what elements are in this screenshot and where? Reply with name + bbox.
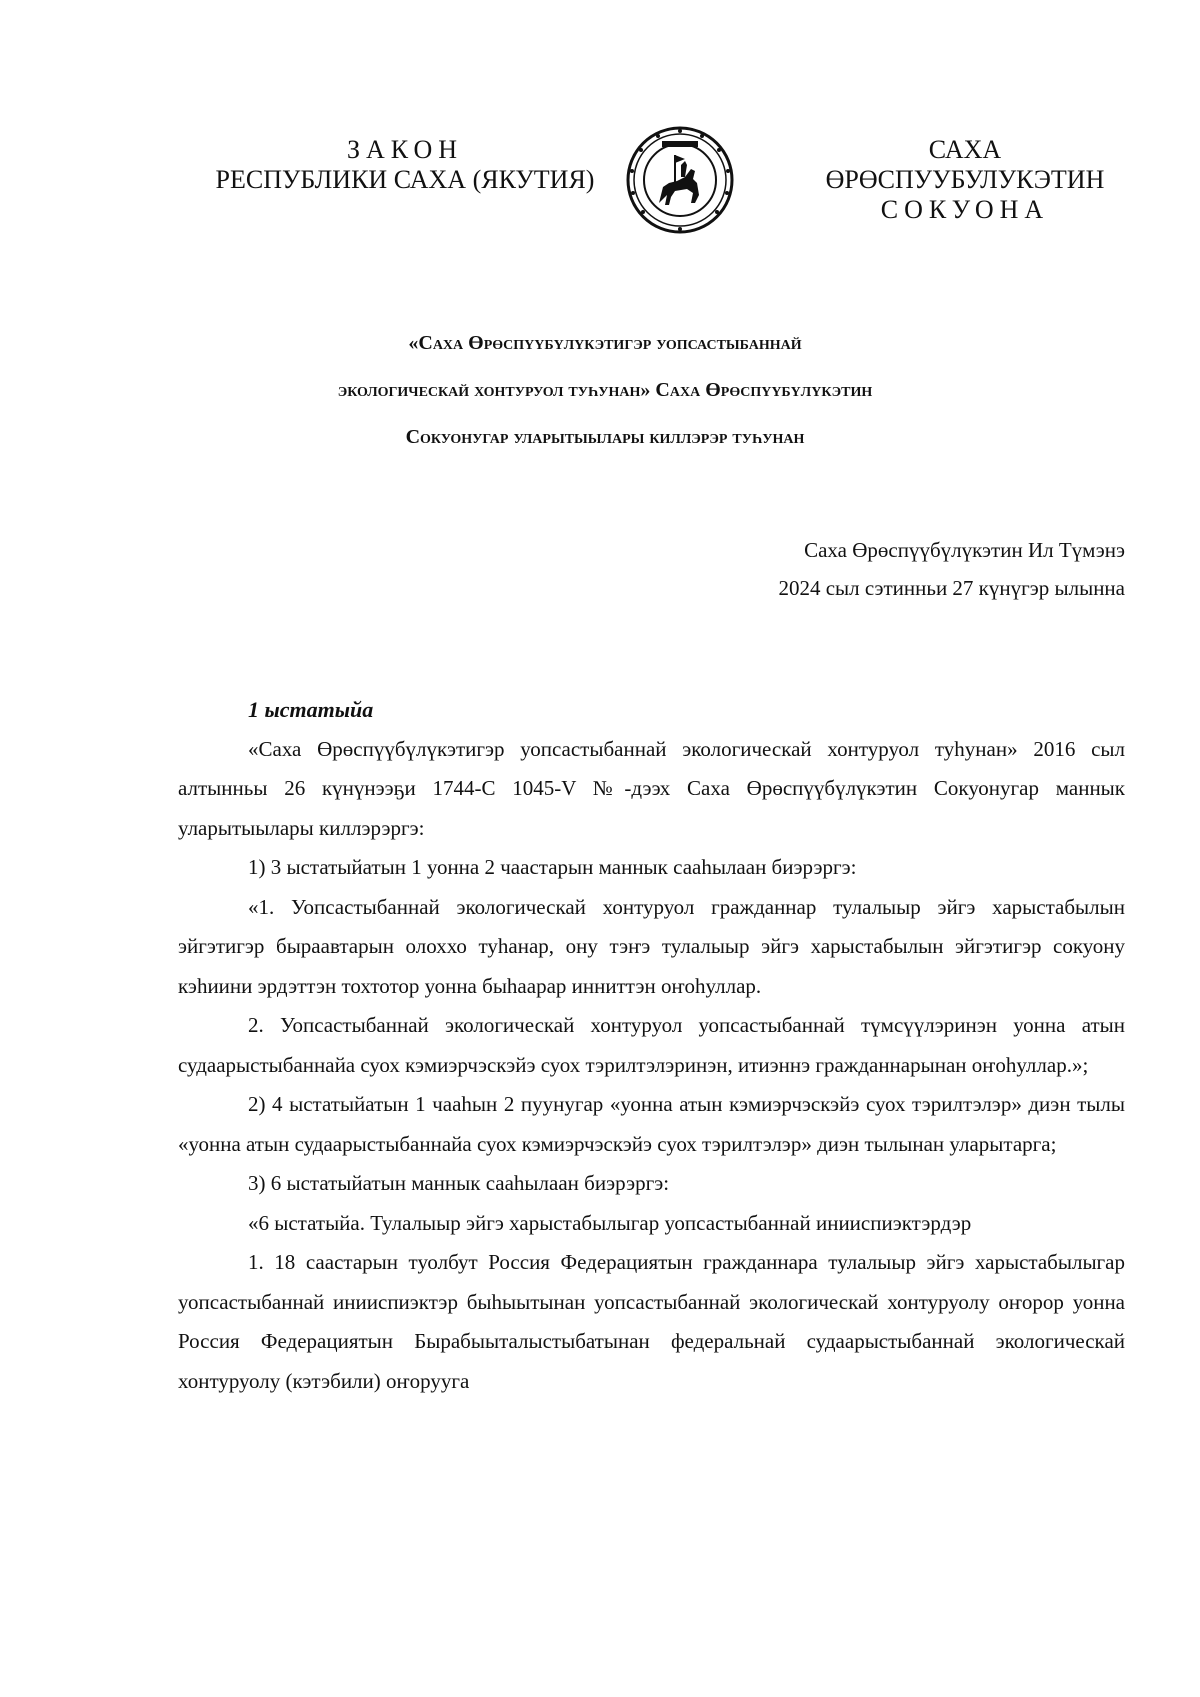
title-line-1: «Саха Өрөспүүбүлүкэтигэр уопсастыбаннай	[408, 332, 802, 354]
paragraph: «1. Уопсастыбаннай экологическай хонтуруол гражданнар тулалыыр эйгэ харыстабылын эйгэтигэр быраавтарын олоххо туһанар, ону тэҥэ тулалыыр эйгэ харыстабылын эйгэтигэр сокуону кэһиини эрдэттэн тохтотор уонна быһаарар инниттэн оҥоһуллар.	[178, 894, 1125, 998]
paragraph: 3) 6 ыстатыйатын маннык сааһылаан биэрэргэ:	[248, 1171, 670, 1195]
document-body	[178, 690, 1125, 1401]
paragraph: 2) 4 ыстатыйатын 1 чааһын 2 пуунугар «уонна атын кэмиэрчэскэйэ суох тэрилтэлэр» диэн тылы «уонна атын судаарыстыбаннайа суох кэмиэрчэскэйэ суох тэрилтэлэр» диэн тылынан уларытарга;	[178, 1092, 1125, 1156]
adoption-block	[778, 531, 1125, 607]
document-title	[150, 320, 1060, 461]
coat-of-arms-emblem-icon	[625, 125, 735, 235]
article-heading: 1 ыстатыйа	[248, 697, 374, 722]
title-line-2: экологическай хонтуруол туһунан» Саха Өрөспүүбүлүкэтин	[337, 379, 873, 401]
paragraph: 2. Уопсастыбаннай экологическай хонтуруол уопсастыбаннай түмсүүлэринэн уонна атын судаарыстыбаннайа суох кэмиэрчэскэйэ суох тэрилтэлэринэн, итиэннэ гражданнарынан оҥоһуллар.»;	[178, 1013, 1125, 1077]
adopting-body: Саха Өрөспүүбүлүкэтин Ил Түмэнэ	[804, 538, 1125, 562]
paragraph: 1. 18 саастарын туолбут Россия Федерациятын гражданнара тулалыыр эйгэ харыстабылыгар уопсастыбаннай инииспиэктэр быһыытынан уопсастыбаннай экологическай хонтуруолу оҥорор уонна Россия Федерациятын Бырабыыталыстыбатынан федеральнай судаарыстыбаннай экологическай хонтуруолу (кэтэбили) оҥорууга	[178, 1250, 1125, 1393]
law-label: ЗАКОН	[346, 135, 464, 164]
republic-name-sakha: САХА ӨРӨСПУУБУЛУКЭТИН	[825, 135, 1105, 194]
header-left	[215, 135, 595, 195]
paragraph: «6 ыстатыйа. Тулалыыр эйгэ харыстабылыгар уопсастыбаннай инииспиэктэрдэр	[248, 1210, 972, 1235]
republic-name-ru: РЕСПУБЛИКИ САХА (ЯКУТИЯ)	[215, 165, 595, 194]
paragraph: «Саха Өрөспүүбүлүкэтигэр уопсастыбаннай экологическай хонтуруол туһунан» 2016 сыл алтынньы 26 күнүнээҕи 1744-С 1045-V №-дээх Саха Өрөспүүбүлүкэтин Сокуонугар маннык уларытыылары киллэрэргэ:	[178, 736, 1125, 840]
header-right	[790, 135, 1140, 225]
adoption-date: 2024 сыл сэтинньи 27 күнүгэр ылынна	[778, 576, 1125, 600]
title-line-3: Сокуонугар уларытыылары киллэрэр туһунан	[405, 426, 805, 448]
law-label-sakha: СОКУОНА	[880, 195, 1050, 224]
paragraph: 1) 3 ыстатыйатын 1 уонна 2 чаастарын маннык сааһылаан биэрэргэ:	[248, 855, 857, 879]
